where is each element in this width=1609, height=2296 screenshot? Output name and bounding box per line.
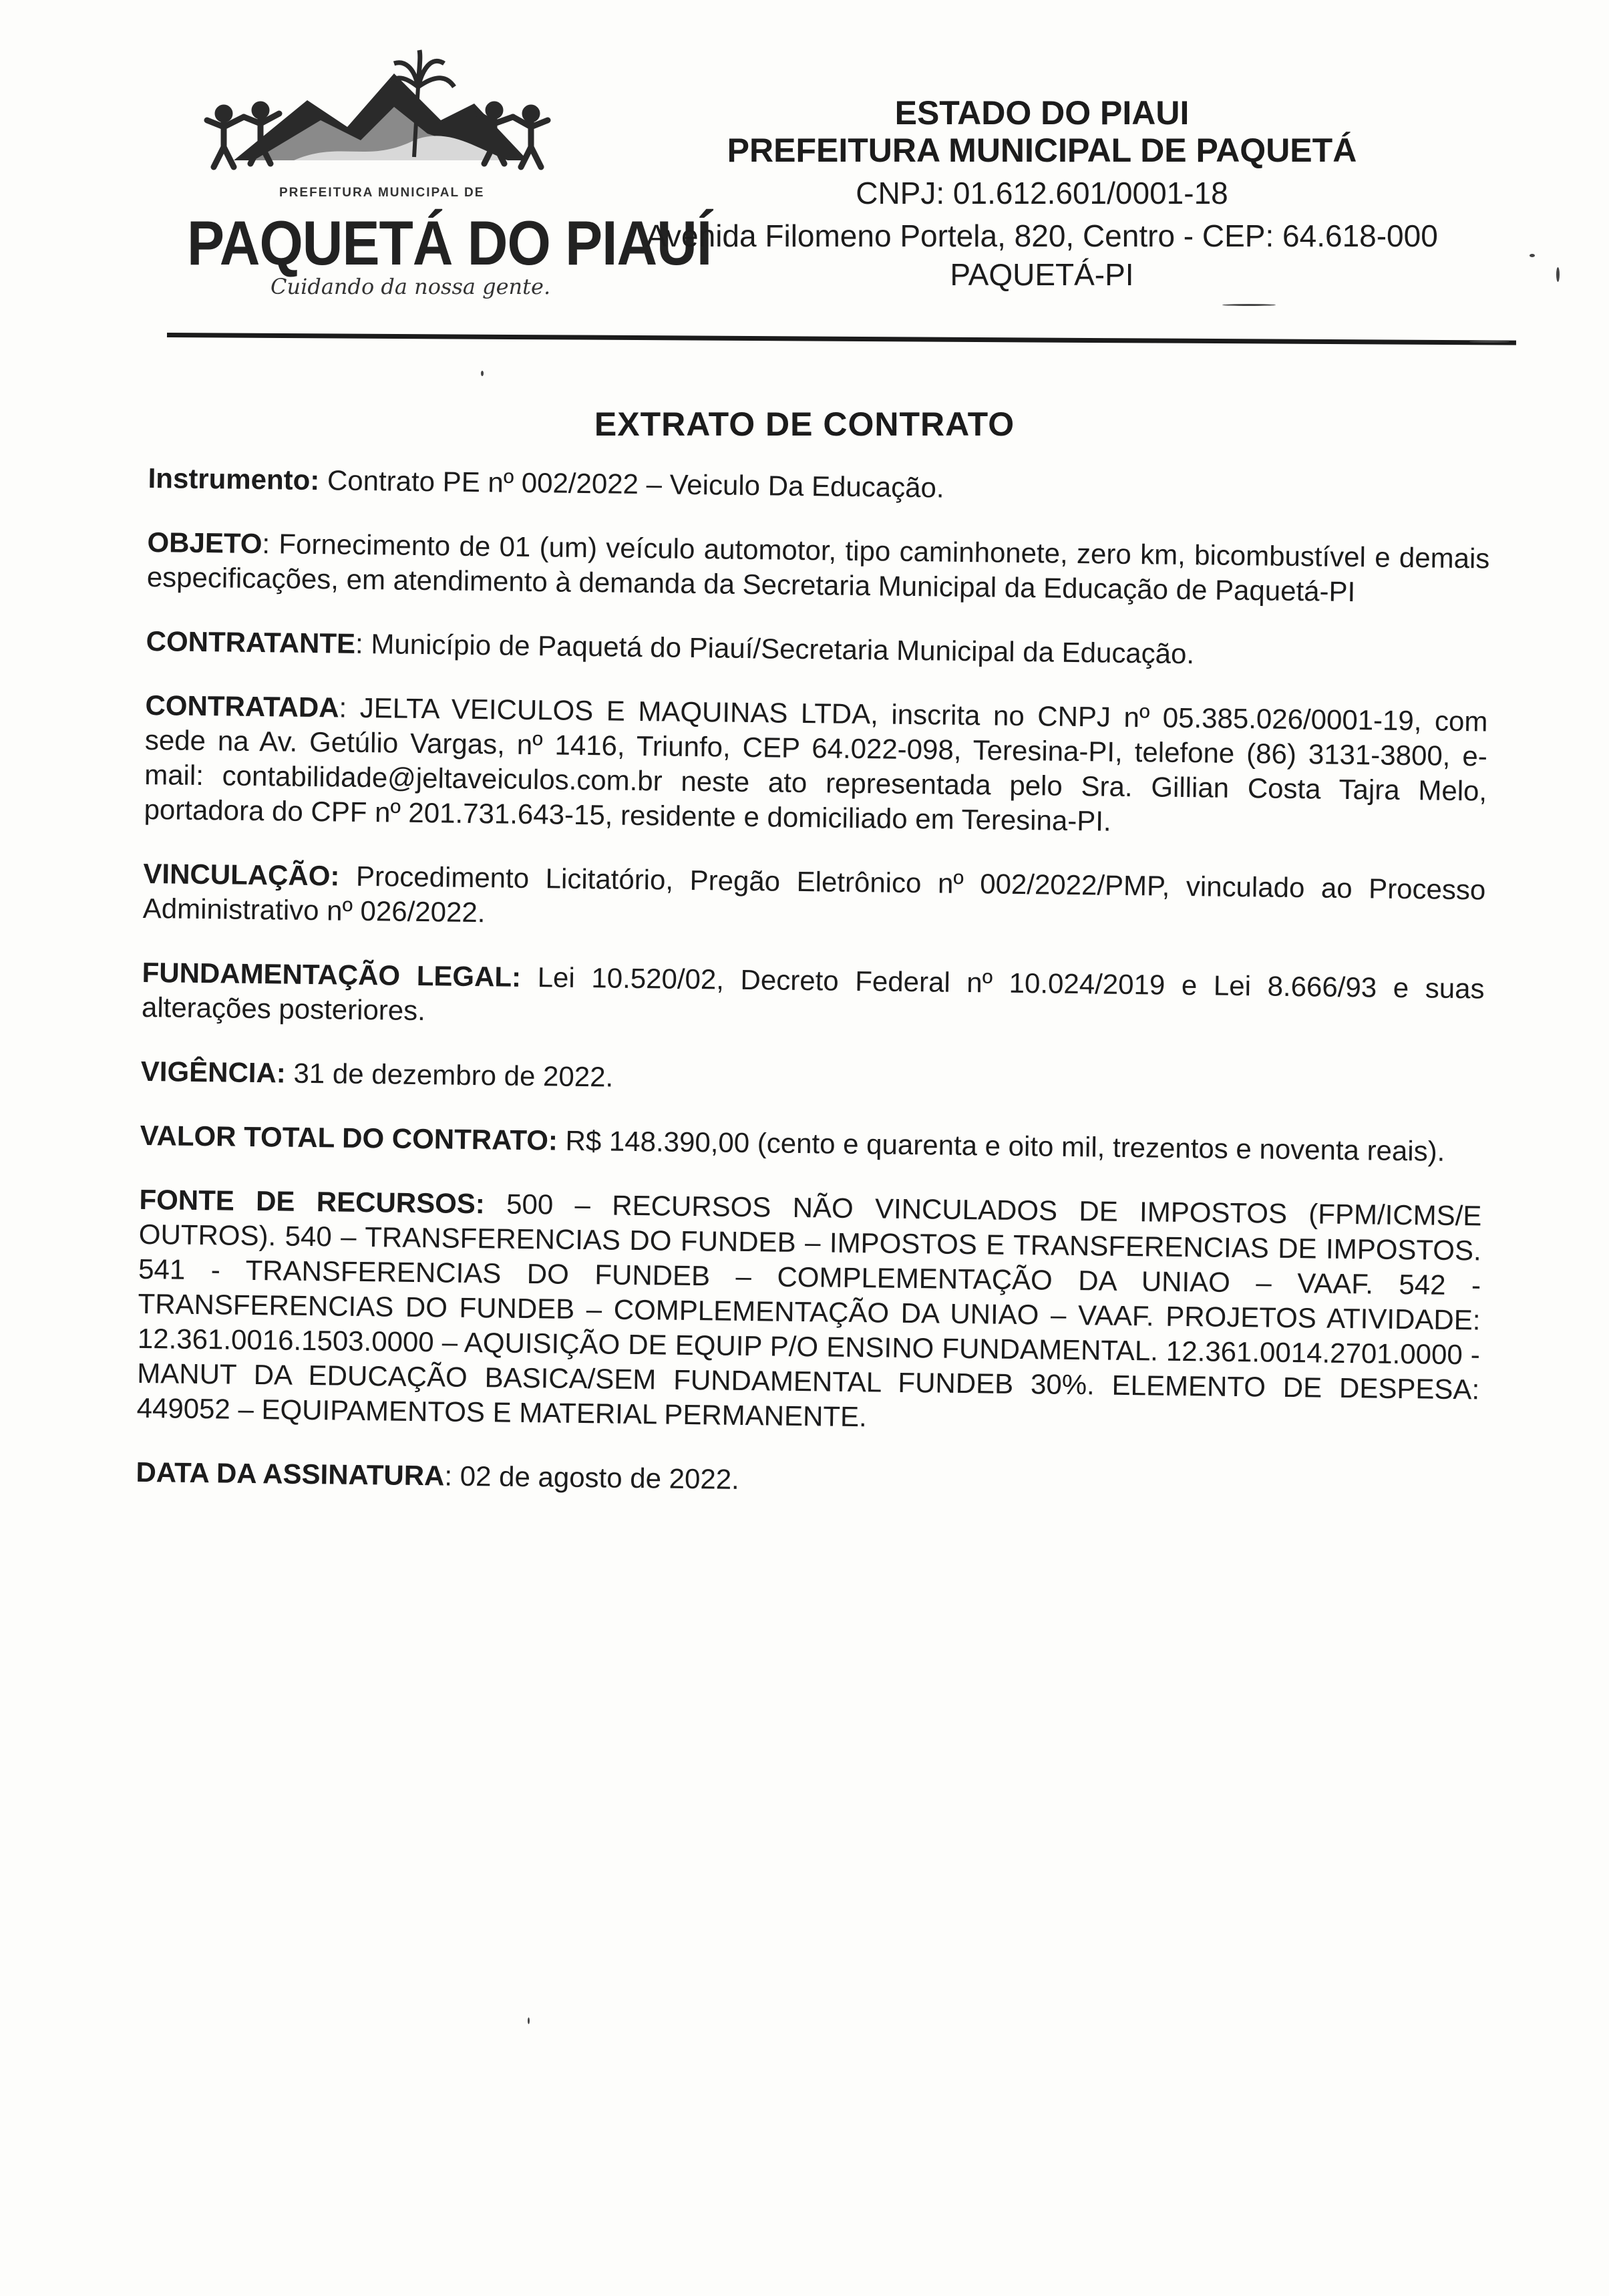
section-text: Procedimento Licitatório, Pregão Eletrônico nº 002/2022/PMP, vinculado ao Processo Administrativo nº 026/2022. — [142, 860, 1486, 929]
section-fonte — [136, 1182, 1481, 1442]
document-body — [136, 461, 1491, 1535]
scan-speck — [1556, 267, 1560, 282]
section-label: VINCULAÇÃO: — [143, 857, 340, 892]
section-text: : 02 de agosto de 2022. — [444, 1460, 740, 1495]
header-cnpj: CNPJ: 01.612.601/0001-18 — [856, 176, 1228, 210]
section-label: CONTRATADA — [145, 689, 339, 723]
section-text: 500 – RECURSOS NÃO VINCULADOS DE IMPOSTOS (FPM/ICMS/E OUTROS). 540 – TRANSFERENCIAS DO FUNDEB – IMPOSTOS E TRANSFERENCIAS DE IMPOSTOS. 541 - TRANSFERENCIAS DO FUNDEB – COMPLEMENTAÇÃO DA UNIAO – VAAF. 542 - TRANSFERENCIAS DO FUNDEB – COMPLEMENTAÇÃO DA UNIAO – VAAF. PROJETOS ATIVIDADE: 12.361.0016.1503.0000 – AQUISIÇÃO DE EQUIP P/O ENSINO FUNDAMENTAL. 12.361.0014.2701.0000 - MANUT DA EDUCAÇÃO BASICA/SEM FUNDAMENTAL FUNDEB 30%. ELEMENTO DE DESPESA: 449052 – EQUIPAMENTOS E MATERIAL PERMANENTE. — [136, 1188, 1482, 1433]
section-label: OBJETO — [147, 526, 262, 560]
section-text: Contrato PE nº 002/2022 – Veiculo Da Educação. — [319, 464, 944, 504]
section-label: FONTE DE RECURSOS: — [139, 1183, 486, 1220]
header-address: Avenida Filomeno Portela, 820, Centro - CEP: 64.618-000 — [646, 218, 1438, 253]
header-divider — [167, 333, 1516, 345]
scan-speck — [528, 2017, 530, 2024]
document-title: EXTRATO DE CONTRATO — [594, 405, 1015, 443]
section-text: Lei 10.520/02, Decreto Federal nº 10.024/2019 e Lei 8.666/93 e suas alterações posteriores. — [141, 961, 1485, 1027]
section-text: : Município de Paquetá do Piauí/Secretaria Municipal da Educação. — [355, 627, 1195, 670]
header-prefecture: PREFEITURA MUNICIPAL DE PAQUETÁ — [727, 132, 1357, 169]
section-label: VALOR TOTAL DO CONTRATO: — [140, 1119, 558, 1156]
scan-speck — [1469, 341, 1509, 343]
section-contratada — [144, 688, 1487, 844]
section-label: Instrumento: — [148, 462, 320, 496]
section-vinculacao — [142, 856, 1485, 943]
header-state: ESTADO DO PIAUI — [894, 94, 1190, 132]
scan-speck — [1530, 254, 1535, 257]
logo-emblem-icon — [194, 47, 568, 194]
section-contratante — [146, 624, 1488, 675]
section-label: VIGÊNCIA: — [140, 1055, 287, 1089]
section-text: 31 de dezembro de 2022. — [285, 1057, 614, 1093]
scan-speck — [481, 371, 484, 376]
section-text: : Fornecimento de 01 (um) veículo automotor, tipo caminhonete, zero km, bicombustível e demais especificações, em atendimento à demanda da Secretaria Municipal da Educação de Paquetá-PI — [146, 528, 1490, 608]
section-label: FUNDAMENTAÇÃO LEGAL: — [142, 956, 522, 993]
section-fundamentacao — [142, 955, 1485, 1041]
section-text: R$ 148.390,00 (cento e quarenta e oito mil, trezentos e noventa reais). — [557, 1124, 1445, 1167]
section-label: DATA DA ASSINATURA — [136, 1456, 445, 1492]
scan-speck — [1222, 304, 1276, 306]
header-city: PAQUETÁ-PI — [950, 257, 1134, 292]
section-label: CONTRATANTE — [146, 625, 356, 659]
section-assinatura — [136, 1455, 1478, 1506]
section-text: : JELTA VEICULOS E MAQUINAS LTDA, inscrita no CNPJ nº 05.385.026/0001-19, com sede na Av. Getúlio Vargas, nº 1416, Triunfo, CEP 64.022-098, Teresina-PI, telefone (86) 3131-3800, e-mail: contabilidade@jeltaveiculos.com.br neste ato representada pelo Sra. Gillian Costa Tajra Melo, portadora do CPF nº 201.731.643-15, residente e domiciliado em Teresina-PI. — [144, 691, 1488, 837]
logo-small-text: PREFEITURA MUNICIPAL DE — [279, 186, 485, 200]
section-vigencia — [141, 1054, 1483, 1106]
section-objeto — [147, 525, 1490, 611]
prefecture-logo — [180, 47, 712, 314]
section-instrumento — [148, 461, 1490, 512]
logo-slogan: Cuidando da nossa gente. — [271, 274, 551, 299]
logo-title: PAQUETÁ DO PIAUÍ — [187, 208, 712, 279]
section-valor — [140, 1118, 1482, 1170]
